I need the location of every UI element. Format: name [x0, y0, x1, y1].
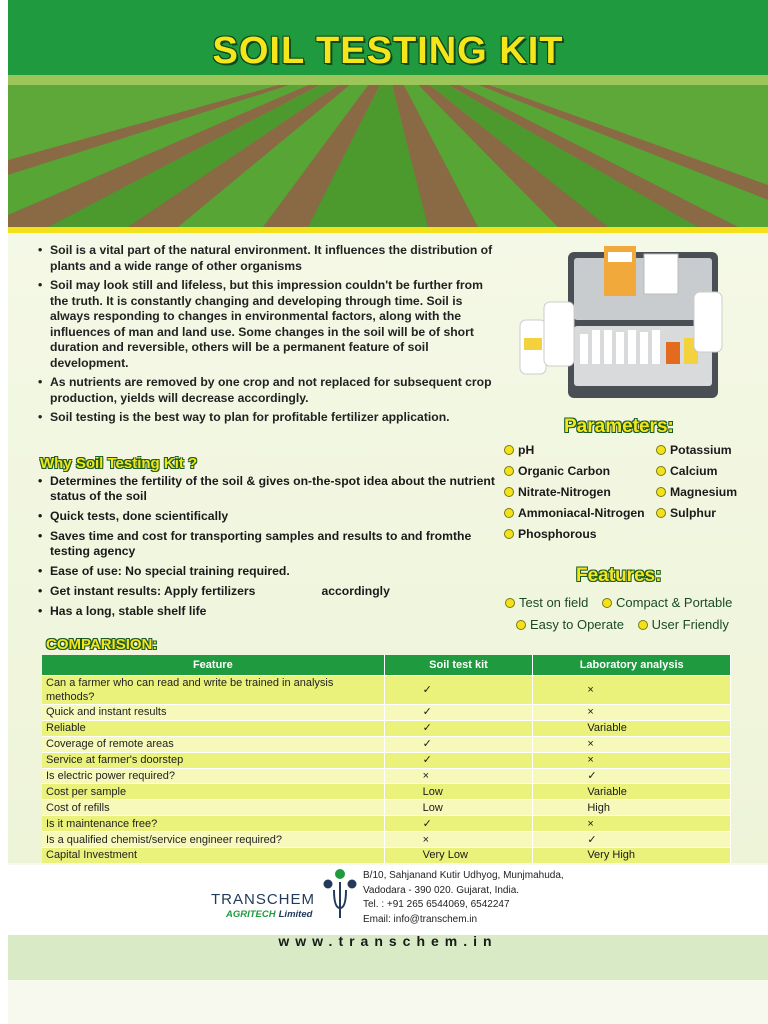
parameter-label: pH [518, 443, 535, 457]
why-item: • Has a long, stable shelf life [36, 604, 506, 619]
table-cell: Low [384, 784, 533, 800]
transchem-logo-icon [322, 868, 358, 920]
table-row [42, 800, 731, 816]
why-item: • Quick tests, done scientifically [36, 509, 506, 524]
feature-label: Compact & Portable [616, 595, 733, 610]
intro-item: • Soil may look still and lifeless, but this impression couldn't be further from the truth. It is constantly changing and developing through time. Soil is always responding to changes in environmental factors, along with the influences of man and land use. Some changes in the soil will be of short duration and reversible, others will be a permanent feature of soil development. [36, 278, 496, 371]
address-email[interactable]: Email: info@transchem.in [363, 913, 478, 925]
table-cell: Service at farmer's doorstep [42, 752, 384, 768]
parameter-item [504, 464, 645, 485]
brand-name: TRANSCHEM [211, 891, 316, 908]
why-item-tail: accordingly [321, 584, 390, 598]
parameters-heading: Parameters: [564, 416, 674, 437]
company-address [363, 869, 564, 927]
parameter-label: Phosphorous [518, 527, 597, 541]
table-cell: Is a qualified chemist/service engineer required? [42, 832, 384, 848]
why-bullets [36, 474, 506, 624]
parameter-item [656, 464, 737, 485]
feature-item [602, 595, 732, 610]
table-cell: × [533, 705, 731, 721]
why-item [36, 584, 506, 599]
yellow-dot-icon [638, 620, 648, 630]
table-cell: Can a farmer who can read and write be trained in analysis methods? [42, 676, 384, 705]
yellow-dot-icon [656, 508, 666, 518]
intro-bullets [36, 243, 496, 430]
column-header-laboratory-analysis: Laboratory analysis [533, 655, 731, 676]
address-line: Vadodara - 390 020. Gujarat, India. [363, 884, 520, 896]
table-cell: Is it maintenance free? [42, 816, 384, 832]
table-cell: ✓ [533, 832, 731, 848]
table-cell: ✓ [384, 705, 533, 721]
parameter-item [504, 443, 645, 464]
parameters-list-right [656, 443, 737, 527]
address-phone: Tel. : +91 265 6544069, 6542247 [363, 899, 510, 910]
yellow-dot-icon [516, 620, 526, 630]
brochure-page [8, 0, 768, 1024]
table-row [42, 705, 731, 721]
yellow-dot-icon [656, 487, 666, 497]
brand-limited: Limited [278, 909, 313, 920]
yellow-dot-icon [504, 445, 514, 455]
table-row [42, 768, 731, 784]
table-cell: Very High [533, 848, 731, 863]
field-photo [8, 75, 768, 227]
page-title: SOIL TESTING KIT [212, 30, 564, 72]
feature-item [505, 595, 588, 610]
table-cell: ✓ [384, 736, 533, 752]
table-cell: Very Low [384, 848, 533, 863]
table-cell: × [384, 832, 533, 848]
parameter-item [656, 485, 737, 506]
comparison-heading: COMPARISION: [46, 636, 158, 653]
yellow-dot-icon [504, 487, 514, 497]
table-row [42, 832, 731, 848]
features-row [516, 617, 739, 632]
table-cell: ✓ [384, 752, 533, 768]
parameter-item [656, 443, 737, 464]
table-row [42, 816, 731, 832]
website-link[interactable]: www.transchem.in [278, 933, 498, 949]
parameter-item [504, 527, 645, 548]
kit-photo [516, 246, 726, 406]
table-cell: Reliable [42, 720, 384, 736]
feature-label: User Friendly [651, 617, 729, 632]
header-band [8, 0, 768, 75]
table-row [42, 784, 731, 800]
table-row [42, 752, 731, 768]
intro-item: • Soil testing is the best way to plan for profitable fertilizer application. [36, 410, 496, 426]
why-item: • Saves time and cost for transporting samples and results to and fromthe testing agency [36, 529, 506, 559]
table-cell: × [533, 816, 731, 832]
table-cell: ✓ [384, 676, 533, 705]
yellow-dot-icon [602, 598, 612, 608]
table-row [42, 736, 731, 752]
yellow-dot-icon [504, 529, 514, 539]
features-row [505, 595, 742, 610]
intro-item: • Soil is a vital part of the natural environment. It influences the distribution of plants and a wide range of other organisms [36, 243, 496, 274]
parameter-label: Sulphur [670, 506, 717, 520]
table-cell: × [533, 752, 731, 768]
table-cell: × [533, 736, 731, 752]
table-cell: ✓ [533, 768, 731, 784]
address-line: B/10, Sahjanand Kutir Udhyog, Munjmahuda, [363, 870, 564, 881]
parameter-label: Organic Carbon [518, 464, 611, 478]
column-header-soil-test-kit: Soil test kit [384, 655, 533, 676]
table-cell: Variable [533, 784, 731, 800]
why-item-text: Get instant results: Apply fertilizers [50, 584, 256, 598]
table-cell: Low [384, 800, 533, 816]
table-cell: × [384, 768, 533, 784]
table-cell: Cost of refills [42, 800, 384, 816]
parameter-label: Nitrate-Nitrogen [518, 485, 611, 499]
feature-label: Test on field [519, 595, 589, 610]
column-header-feature: Feature [42, 655, 384, 676]
table-cell: × [533, 676, 731, 705]
features-heading: Features: [576, 565, 662, 586]
comparison-table [42, 655, 731, 863]
parameters-list-left [504, 443, 645, 548]
table-row [42, 676, 731, 705]
yellow-dot-icon [505, 598, 515, 608]
table-cell: High [533, 800, 731, 816]
table-row [42, 848, 731, 863]
table-cell: Capital Investment [42, 848, 384, 863]
parameter-label: Calcium [670, 464, 718, 478]
why-heading: Why Soil Testing Kit ? [40, 455, 198, 472]
table-cell: Cost per sample [42, 784, 384, 800]
parameter-item [504, 485, 645, 506]
why-item: • Ease of use: No special training required. [36, 564, 506, 579]
table-row [42, 720, 731, 736]
yellow-dot-icon [656, 445, 666, 455]
parameter-label: Potassium [670, 443, 732, 457]
yellow-dot-icon [656, 466, 666, 476]
table-cell: Is electric power required? [42, 768, 384, 784]
table-cell: Coverage of remote areas [42, 736, 384, 752]
table-cell: ✓ [384, 720, 533, 736]
parameter-label: Ammoniacal-Nitrogen [518, 506, 645, 520]
feature-label: Easy to Operate [530, 617, 624, 632]
brand-subtitle [226, 909, 312, 920]
brand-agritech: AGRITECH [226, 909, 276, 920]
yellow-dot-icon [504, 466, 514, 476]
parameter-item [656, 506, 737, 527]
parameter-item [504, 506, 645, 527]
parameter-label: Magnesium [670, 485, 738, 499]
intro-item: • As nutrients are removed by one crop and not replaced for subsequent crop production, yields will decrease accordingly. [36, 375, 496, 406]
yellow-dot-icon [504, 508, 514, 518]
feature-item [516, 617, 624, 632]
table-cell: Quick and instant results [42, 705, 384, 721]
table-cell: ✓ [384, 816, 533, 832]
why-item: • Determines the fertility of the soil & gives on-the-spot idea about the nutrient status of the soil [36, 474, 506, 504]
table-cell: Variable [533, 720, 731, 736]
feature-item [638, 617, 729, 632]
